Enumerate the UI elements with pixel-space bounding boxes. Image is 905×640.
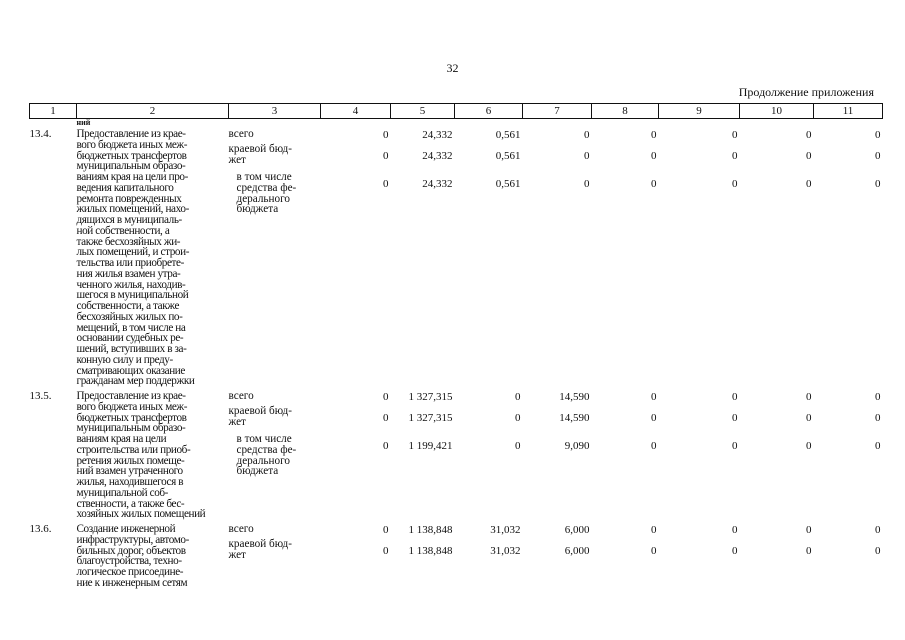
value: 0: [806, 524, 812, 536]
value: 0: [651, 412, 657, 424]
value: 24,332: [422, 129, 453, 141]
source-regional: краевой бюд- жет: [228, 143, 292, 166]
value: 0: [806, 150, 812, 162]
source-total: всего: [228, 128, 254, 140]
col-header-3: 3: [229, 104, 321, 119]
value: 0,561: [495, 178, 521, 190]
col-header-9: 9: [659, 104, 740, 119]
value: 0: [383, 545, 389, 557]
value: 0: [651, 150, 657, 162]
value: 0: [383, 150, 389, 162]
col-header-11: 11: [814, 104, 883, 119]
value: 0: [651, 391, 657, 403]
col-header-1: 1: [30, 104, 77, 119]
col-header-4: 4: [321, 104, 391, 119]
col-header-8: 8: [592, 104, 659, 119]
continuation-label: Продолжение приложения: [738, 85, 874, 99]
value: 0: [383, 129, 389, 141]
value: 0: [806, 178, 812, 190]
value: 0: [651, 545, 657, 557]
value: 0: [651, 440, 657, 452]
value: 14,590: [559, 412, 590, 424]
source-federal: в том числе средства фе- дерального бюджета: [236, 433, 297, 478]
funding-sources: [229, 524, 321, 589]
column-number-header-row: [30, 104, 883, 119]
value: 0: [806, 412, 812, 424]
col-header-2: 2: [77, 104, 229, 119]
value: 0: [383, 524, 389, 536]
value: 24,332: [422, 178, 453, 190]
value: 0: [875, 545, 881, 557]
value: 0: [651, 178, 657, 190]
budget-table: [29, 103, 883, 589]
value: 0: [806, 545, 812, 557]
row-number: 13.6.: [29, 523, 52, 535]
row-number: 13.4.: [29, 128, 52, 140]
table-row-13-6: [30, 524, 883, 589]
value: 0: [875, 440, 881, 452]
value: 0: [875, 524, 881, 536]
col-header-7: 7: [523, 104, 592, 119]
source-federal: в том числе средства фе- дерального бюджета: [236, 171, 297, 216]
col-header-10: 10: [740, 104, 814, 119]
value: 0: [651, 524, 657, 536]
value: 0: [875, 391, 881, 403]
table-row-13-5: [30, 391, 883, 520]
value: 24,332: [422, 150, 453, 162]
value: 0: [806, 391, 812, 403]
value: 1 138,848: [408, 545, 453, 557]
value: 31,032: [490, 524, 521, 536]
value: 0: [806, 440, 812, 452]
value: 6,000: [564, 524, 590, 536]
value: 0: [732, 412, 738, 424]
carry-over-text: ний: [76, 118, 91, 127]
value: 0: [732, 440, 738, 452]
row-description: Предоставление из крае- вого бюджета иных меж- бюджетных трансфертов муниципальным образо- ваниям края на цели строительства или приоб- ретения жилых помеще- ний взамен утраченного жилья, находившегося в муниципальной соб- ственности, а также бес- хозяйных жилых помещений: [76, 390, 206, 521]
value: 14,590: [559, 391, 590, 403]
row-description: Создание инженерной инфраструктуры, автомо- бильных дорог, объектов благоустройства, техно- логическое присоедине- ние к инженерным сетям: [76, 523, 189, 589]
funding-sources: [229, 129, 321, 387]
funding-sources: [229, 391, 321, 520]
value: 0: [515, 391, 521, 403]
row-description: Предоставление из крае- вого бюджета иных меж- бюджетных трансфертов муниципальным образо- ваниям края на цели про- ведения капитального ремонта поврежденных жилых помещений, нахо- дящихся в муниципаль- ной собственности, а также бесхозяйных жи- лых помещений, и строи- тельства или приобрете- ния жилья взамен утра- ченного жилья, находив- шегося в муниципальной собственности, а также бесхозяйных жилых по- мещений, в том числе на основании судебных ре- шений, вступивших в за- конную силу и преду- сматривающих оказание гражданам мер поддержки: [76, 128, 195, 388]
value: 0: [383, 412, 389, 424]
value: 0: [584, 129, 590, 141]
source-total: всего: [228, 523, 254, 535]
value: 6,000: [564, 545, 590, 557]
value: 1 199,421: [408, 440, 453, 452]
value: 0: [383, 391, 389, 403]
value: 31,032: [490, 545, 521, 557]
value: 0: [515, 440, 521, 452]
value: 0: [732, 524, 738, 536]
value: 0,561: [495, 150, 521, 162]
value: 0: [732, 129, 738, 141]
source-total: всего: [228, 390, 254, 402]
value: 0: [732, 150, 738, 162]
value: 0: [732, 545, 738, 557]
value: 0: [732, 178, 738, 190]
col-header-5: 5: [391, 104, 455, 119]
value: 9,090: [564, 440, 590, 452]
value: 0: [875, 178, 881, 190]
value: 0: [584, 150, 590, 162]
page-number: 32: [446, 61, 459, 75]
value: 0: [383, 178, 389, 190]
value: 0,561: [495, 129, 521, 141]
source-regional: краевой бюд- жет: [228, 405, 292, 428]
value: 1 138,848: [408, 524, 453, 536]
row-number: 13.5.: [29, 390, 52, 402]
value: 0: [584, 178, 590, 190]
value: 1 327,315: [408, 391, 453, 403]
value: 1 327,315: [408, 412, 453, 424]
value: 0: [875, 129, 881, 141]
col-header-6: 6: [455, 104, 523, 119]
value: 0: [651, 129, 657, 141]
value: 0: [806, 129, 812, 141]
value: 0: [875, 412, 881, 424]
value: 0: [732, 391, 738, 403]
value: 0: [515, 412, 521, 424]
value: 0: [383, 440, 389, 452]
table-row-13-4: [30, 129, 883, 387]
source-regional: краевой бюд- жет: [228, 538, 292, 561]
value: 0: [875, 150, 881, 162]
